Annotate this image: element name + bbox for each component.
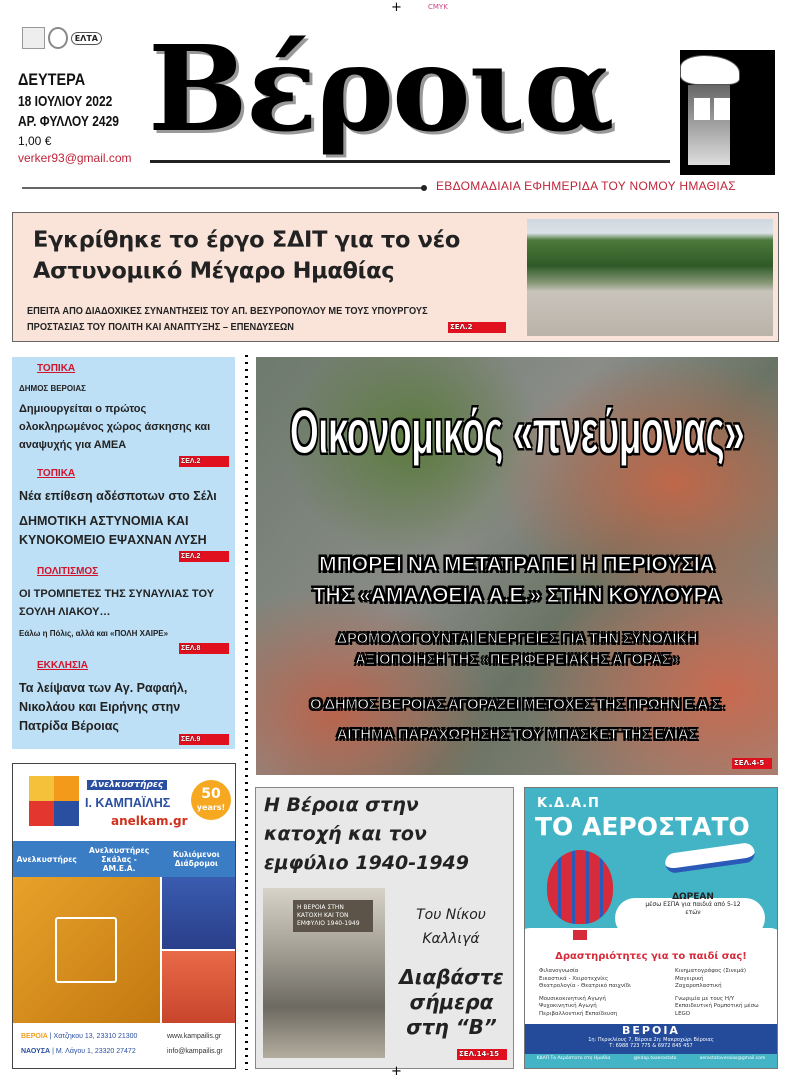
escalator-photo bbox=[162, 877, 236, 949]
activities-right: Κινηματογράφος (Σινεμά) Μαγειρική Ζαχαροπλαστική Γνωριμία με τους Η/Υ Εκπαιδευτική Ρομποτική μέσω LEGO bbox=[675, 968, 759, 1017]
main-subheadline-3: Ο ΔΗΜΟΣ ΒΕΡΟΙΑΣ ΑΓΟΡΑΖΕΙ ΜΕΤΟΧΕΣ ΤΗΣ ΠΡΩΗΝ Ε.Α.Σ. bbox=[310, 696, 724, 713]
main-subheadline: ΜΠΟΡΕΙ ΝΑ ΜΕΤΑΤΡΑΠΕΙ Η ΠΕΡΙΟΥΣΙΑ ΤΗΣ «ΑΜΑΛΘΕΙΑ Α.Ε.» ΣΤΗΝ ΚΟΥΛΟΥΡΑ bbox=[312, 553, 722, 607]
sidebar-item[interactable] bbox=[19, 566, 229, 638]
sidebar-item[interactable] bbox=[19, 468, 229, 550]
sidebar-item[interactable] bbox=[19, 660, 229, 736]
seal-icon bbox=[48, 27, 68, 49]
postal-logos bbox=[22, 25, 102, 51]
elevator-photo bbox=[13, 877, 160, 1023]
page-tag: ΣΕΛ.14-15 bbox=[457, 1049, 507, 1060]
category-label: ΤΟΠΙΚΑ bbox=[37, 468, 76, 479]
sidebar-item[interactable] bbox=[19, 363, 229, 454]
book-cover: Η ΒΕΡΟΙΑ ΣΤΗΝ ΚΑΤΟΧΗ ΚΑΙ ΤΟΝ ΕΜΦΥΛΙΟ 1940-1949 bbox=[263, 888, 385, 1058]
page-tag: ΣΕΛ.2 bbox=[179, 456, 229, 467]
headline: Τα λείψανα των Αγ. Ραφαήλ, Νικολάου και Ειρήνης στην Πατρίδα Βέροιας bbox=[19, 681, 188, 733]
issue-price: 1,00 € bbox=[18, 134, 52, 148]
permit-stamp bbox=[22, 27, 45, 49]
headline: ΟΙ ΤΡΟΜΠΕΤΕΣ ΤΗΣ ΣΥΝΑΥΛΙΑΣ ΤΟΥ ΣΟΥΛΗ ΛΙΑΚΟΥ… bbox=[19, 588, 215, 618]
cmyk-mark: CMYK bbox=[428, 3, 448, 11]
masthead-underline bbox=[150, 160, 670, 163]
social-footer: ΚΔΑΠ Το Αερόστατο στη Ημαθία @kdap.toaerostato aerostatoveroias@gmail.com bbox=[536, 1056, 766, 1061]
ad-kicker: Κ.Δ.Α.Π bbox=[537, 796, 600, 811]
company-name: Ι. ΚΑΜΠΑΪΛΗΣ bbox=[85, 796, 171, 810]
contacts: www.kampailis.gr info@kampailis.gr bbox=[167, 1033, 223, 1055]
services-bar: Ανελκυστήρες Ανελκυστήρες Σκάλας - ΑΜ.Ε.Α. Κυλιόμενοι Διάδρομοι bbox=[13, 841, 235, 877]
top-story-photo bbox=[527, 219, 773, 336]
page-tag: ΣΕΛ.2 bbox=[448, 322, 506, 333]
anniversary-badge: 50 years! bbox=[191, 780, 231, 820]
elevator-ad[interactable] bbox=[12, 763, 236, 1069]
main-subheadline-4: ΑΙΤΗΜΑ ΠΑΡΑΧΩΡΗΣΗΣ ΤΟΥ ΜΠΑΣΚΕΤ ΤΗΣ ΕΛΙΑΣ bbox=[336, 726, 698, 743]
house-logo-icon bbox=[680, 50, 775, 175]
issue-day: ΔΕΥΤΕΡΑ bbox=[18, 70, 86, 89]
activities-title: Δραστηριότητες για το παιδί σας! bbox=[555, 951, 747, 962]
top-story[interactable] bbox=[12, 212, 779, 342]
ad-title: ΤΟ ΑΕΡΟΣΤΑΤΟ bbox=[535, 812, 750, 841]
cubes-logo-icon bbox=[29, 776, 79, 826]
category-label: ΠΟΛΙΤΙΣΜΟΣ bbox=[37, 566, 99, 577]
sidebar-news bbox=[12, 357, 235, 749]
masthead-title: Βέροια bbox=[148, 19, 613, 158]
kicker: ΔΗΜΟΣ ΒΕΡΟΙΑΣ bbox=[19, 384, 86, 393]
book-author: Του Νίκου Καλλιγά bbox=[416, 907, 486, 947]
tagline: ΕΒΔΟΜΑΔΙΑΙΑ ΕΦΗΜΕΡΙΔΑ ΤΟΥ ΝΟΜΟΥ ΗΜΑΘΙΑΣ bbox=[436, 179, 736, 193]
registration-mark-bottom: + bbox=[391, 1064, 402, 1079]
subheadline: ΔΗΜΟΤΙΚΗ ΑΣΤΥΝΟΜΙΑ ΚΑΙ ΚΥΝΟΚΟΜΕΙΟ ΕΨΑΧΝΑΝ ΛΥΣΗ bbox=[19, 514, 207, 547]
headline: Δημιουργείται ο πρώτος ολοκληρωμένος χώρος άσκησης και αναψυχής για ΑΜΕΑ bbox=[19, 403, 211, 451]
issue-number: ΑΡ. ΦΥΛΛΟΥ 2429 bbox=[18, 113, 119, 130]
category-label: ΤΟΠΙΚΑ bbox=[37, 363, 76, 374]
page-tag: ΣΕΛ.9 bbox=[179, 734, 229, 745]
page-tag: ΣΕΛ.4-5 bbox=[732, 758, 772, 769]
column-divider bbox=[245, 355, 248, 1070]
issue-date: 18 ΙΟΥΛΙΟΥ 2022 bbox=[18, 93, 113, 110]
page-tag: ΣΕΛ.8 bbox=[179, 643, 229, 654]
registration-mark-top: + bbox=[391, 0, 402, 15]
branches: ΒΕΡΟΙΑ | Χατζηκου 13, 23310 21300 ΝΑΟΥΣΑ | Μ. Λάγου 1, 23320 27472 bbox=[21, 1033, 138, 1055]
ad-label: Ανελκυστήρες bbox=[87, 780, 167, 790]
balloon-icon bbox=[547, 850, 613, 924]
top-story-subtitle: ΕΠΕΙΤΑ ΑΠΟ ΔΙΑΔΟΧΙΚΕΣ ΣΥΝΑΝΤΗΣΕΙΣ ΤΟΥ ΑΠ. ΒΕΣΥΡΟΠΟΥΛΟΥ ΜΕ ΤΟΥΣ ΥΠΟΥΡΓΟΥΣ ΠΡΟΣΤΑΣΙΑΣ ΤΟΥ ΠΟΛΙΤΗ ΚΑΙ ΑΝΑΠΤΥΞΗΣ – ΕΠΕΝΔΥΣΕΩΝ bbox=[27, 305, 428, 333]
elevator-icon bbox=[55, 917, 117, 983]
subheadline: Εάλω η Πόλις, αλλά και «ΠΟΛΗ ΧΑΙΡΕ» bbox=[19, 629, 169, 638]
stairlift-photo bbox=[162, 951, 236, 1023]
main-subheadline-2: ΔΡΟΜΟΛΟΓΟΥΝΤΑΙ ΕΝΕΡΓΕΙΕΣ ΓΙΑ ΤΗΝ ΣΥΝΟΛΙΚΗ ΑΞΙΟΠΟΙΗΣΗ ΤΗΣ «ΠΕΡΙΦΕΡΕΙΑΚΗΣ ΑΓΟΡΑΣ» bbox=[336, 631, 698, 668]
page-tag: ΣΕΛ.2 bbox=[179, 551, 229, 562]
main-headline: Οικονομικός «πνεύμονας» bbox=[289, 398, 745, 467]
read-today: Διαβάστε σήμερα στη “Β” bbox=[399, 965, 504, 1039]
category-label: ΕΚΚΛΗΣΙΑ bbox=[37, 660, 89, 671]
elta-logo: ΕΛΤΑ bbox=[71, 32, 102, 45]
book-promo[interactable] bbox=[255, 787, 514, 1069]
issue-info bbox=[18, 70, 144, 165]
top-story-title: Εγκρίθηκε το έργο ΣΔΙΤ για το νέο Αστυνομικό Μέγαρο Ημαθίας bbox=[33, 227, 461, 284]
book-title: Η Βέροια στην κατοχή και τον εμφύλιο 1940-1949 bbox=[264, 794, 469, 874]
main-story[interactable] bbox=[256, 357, 778, 775]
kdap-ad[interactable] bbox=[524, 787, 778, 1069]
free-offer: ΔΩΡΕΑΝ μέσω ΕΣΠΑ για παιδιά από 5-12 ετών bbox=[645, 892, 741, 916]
airplane-icon bbox=[664, 842, 756, 874]
company-site: anelkam.gr bbox=[111, 814, 188, 828]
header-rule bbox=[22, 187, 424, 189]
contact-email[interactable]: verker93@gmail.com bbox=[18, 151, 132, 165]
address-band: ΒΕΡΟΙΑ 1η: Περικλέους 7, Βέροια 2η: Μακροχώρι Βέροιας Τ: 6988 723 775 & 6972 845 457 bbox=[525, 1024, 777, 1054]
activities-left: Φιλανογνωσία Εικαστικά - Χειροτεχνίες Θεατρολογία - Θεατρικό παιχνίδι Μουσικοκινητική Αγωγή Ψυχοκινητική Αγωγή Περιβαλλοντική Εκπαίδευση bbox=[539, 968, 632, 1017]
headline: Νέα επίθεση αδέσποτων στο Σέλι bbox=[19, 489, 217, 503]
